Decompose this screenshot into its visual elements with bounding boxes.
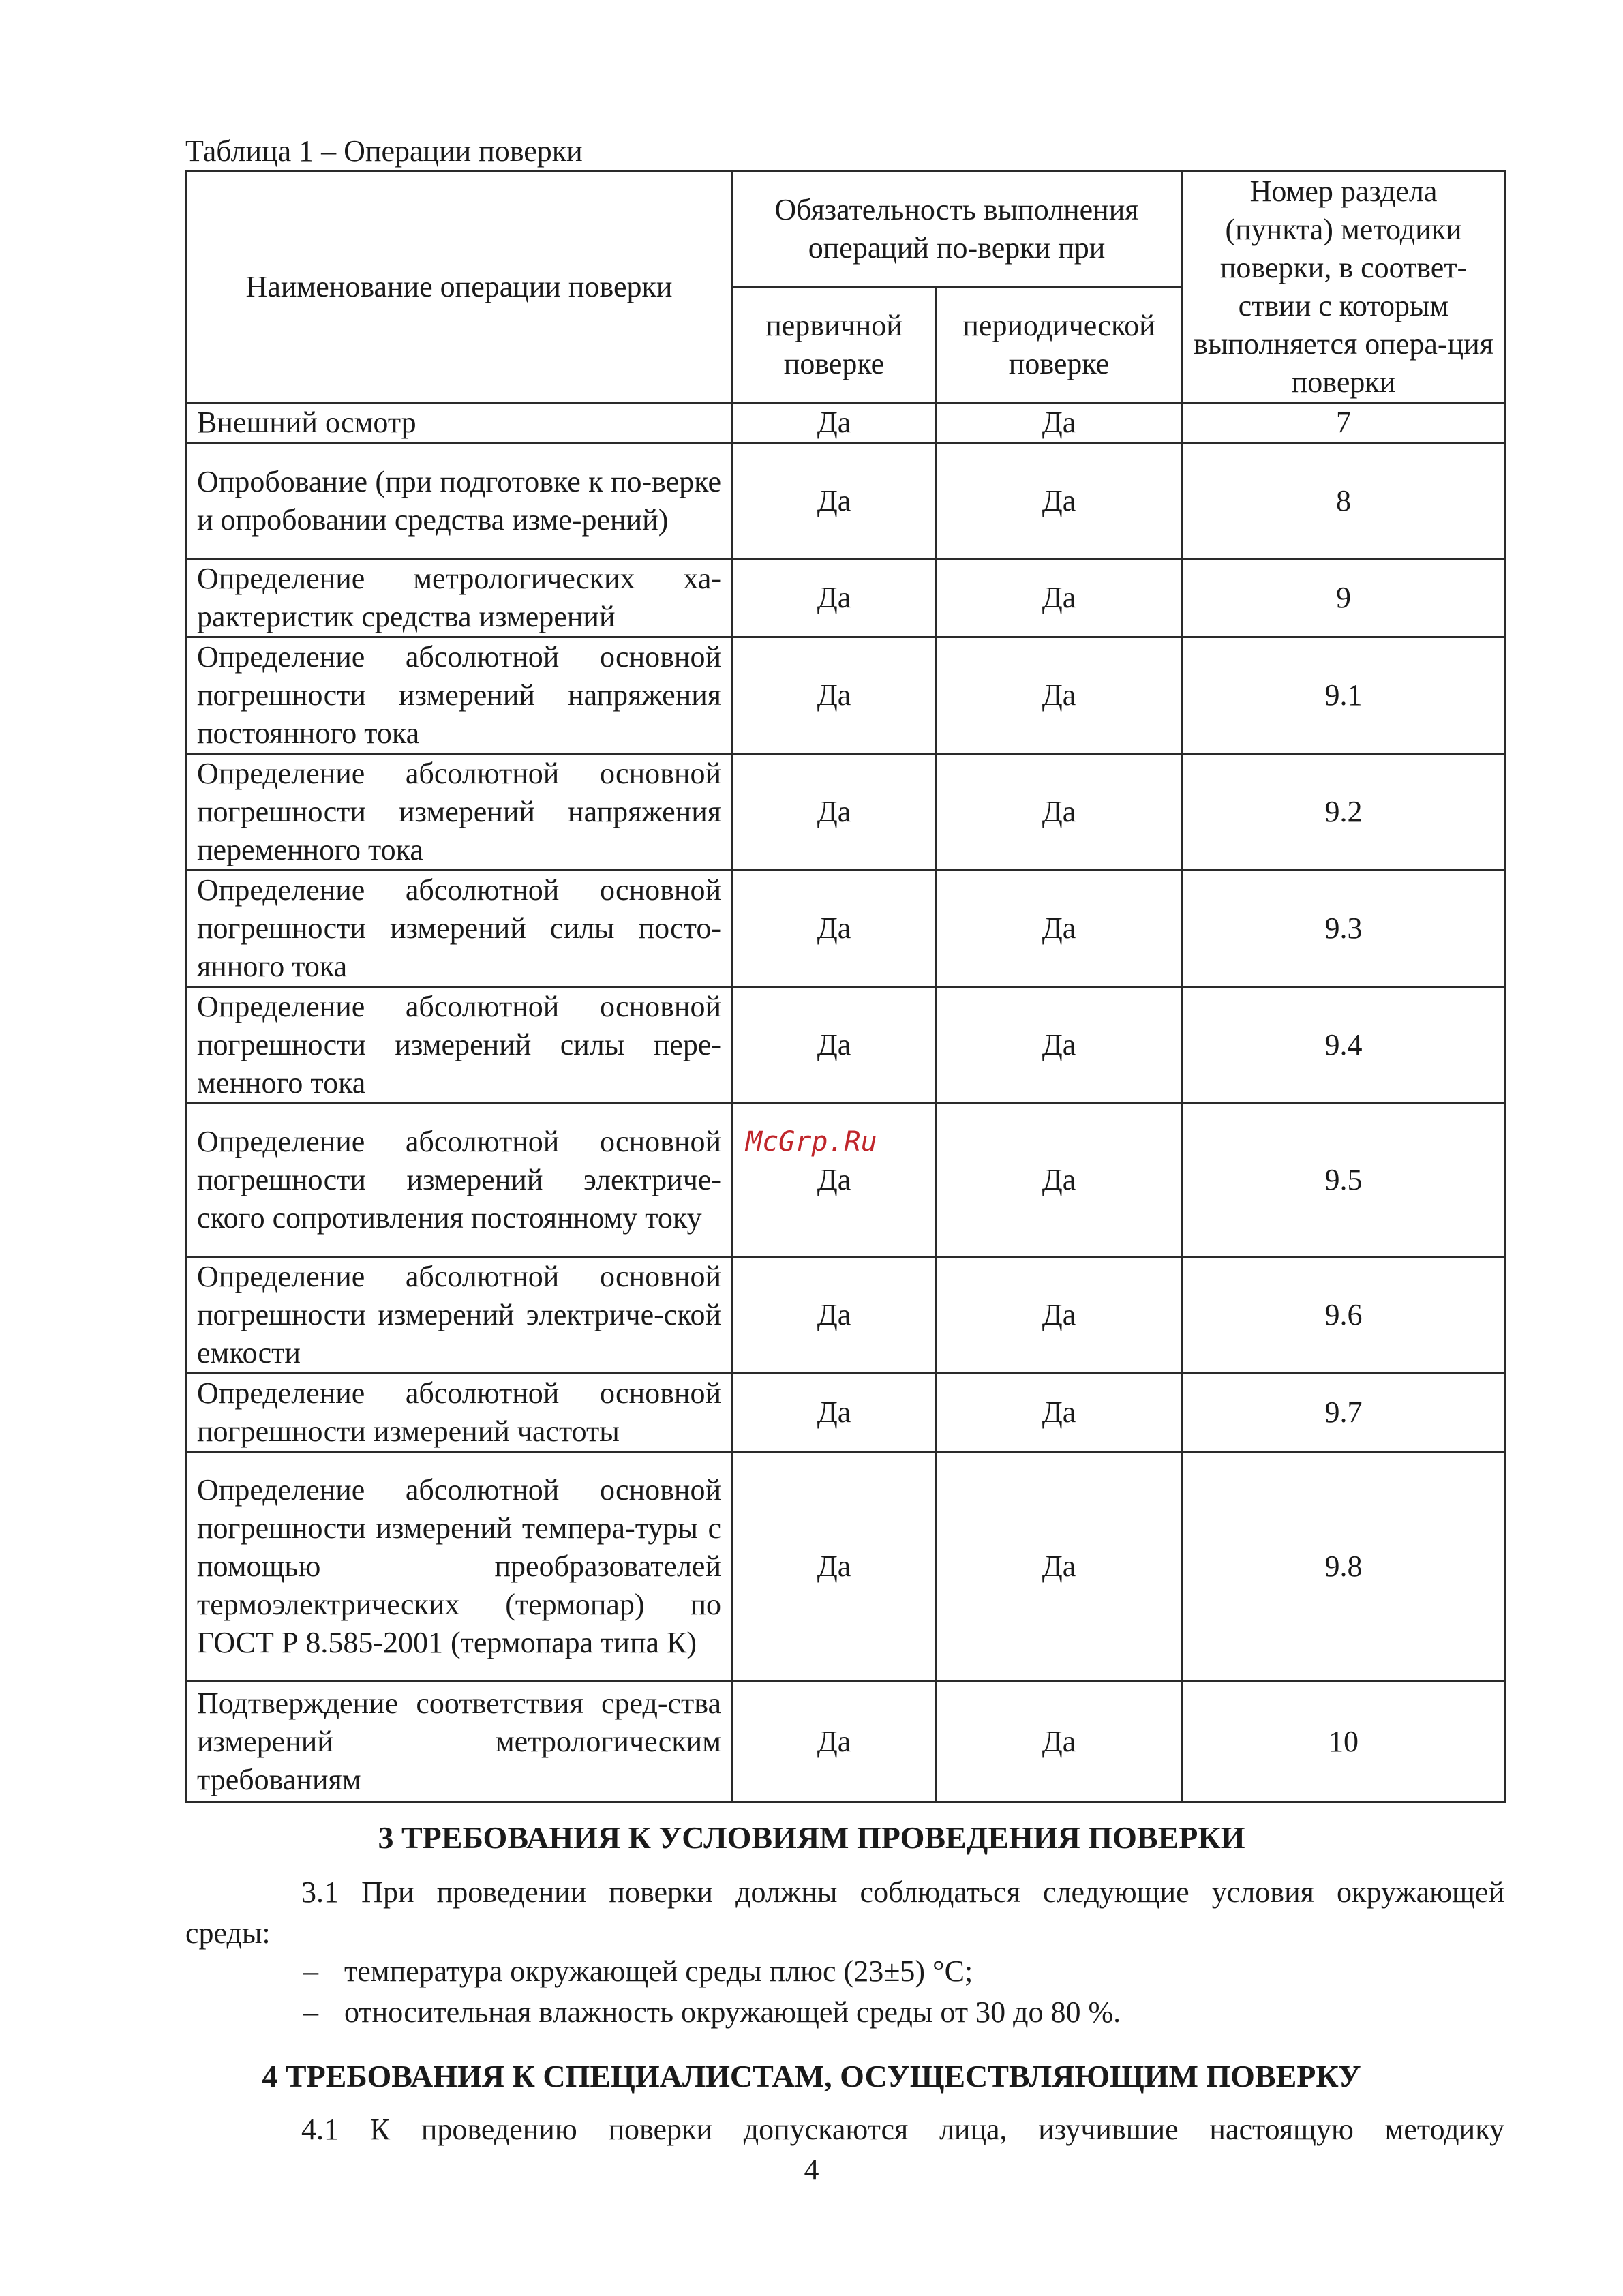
section-number: 9 (1182, 559, 1506, 637)
periodic-value: Да (937, 1681, 1182, 1802)
table-row (187, 403, 1506, 443)
periodic-value: Да (937, 559, 1182, 637)
list-item (303, 1951, 973, 1992)
primary-value: Да (732, 1257, 937, 1374)
operation-name: Внешний осмотр (187, 403, 732, 443)
page-number: 4 (804, 2153, 819, 2186)
periodic-value: Да (937, 443, 1182, 559)
section-number: 9.6 (1182, 1257, 1506, 1374)
primary-value: Да (732, 403, 937, 443)
operation-name: Определение абсолютной основной погрешности измерений силы пере-менного тока (187, 987, 732, 1104)
table-row (187, 1257, 1506, 1374)
primary-value: Да (732, 1681, 937, 1802)
header-operation-name: Наименование операции поверки (187, 172, 732, 403)
primary-value: Да (732, 1452, 937, 1681)
section-number: 9.8 (1182, 1452, 1506, 1681)
operation-name: Определение абсолютной основной погрешности измерений силы посто-янного тока (187, 871, 732, 987)
periodic-value: Да (937, 754, 1182, 871)
table-row (187, 443, 1506, 559)
section-number: 9.5 (1182, 1104, 1506, 1257)
periodic-value: Да (937, 1452, 1182, 1681)
table-row (187, 637, 1506, 754)
section-3-heading: 3 ТРЕБОВАНИЯ К УСЛОВИЯМ ПРОВЕДЕНИЯ ПОВЕРКИ (378, 1820, 1245, 1855)
list-item (303, 1992, 1121, 2033)
primary-value: Да (732, 1374, 937, 1452)
table-row (187, 754, 1506, 871)
table-row (187, 1681, 1506, 1802)
header-periodic: периодической поверке (937, 287, 1182, 403)
header-obligation: Обязательность выполнения операций по-верки при (732, 172, 1182, 288)
section-3-paragraph-line2: среды: (185, 1916, 271, 1950)
periodic-value: Да (937, 1374, 1182, 1452)
section-number: 9.2 (1182, 754, 1506, 871)
section-number: 7 (1182, 403, 1506, 443)
table-row (187, 871, 1506, 987)
primary-value: Да (732, 559, 937, 637)
section-4-paragraph-line1: 4.1 К проведению поверки допускаются лица, изучившие настоящую методику (301, 2113, 1504, 2146)
table-row (187, 987, 1506, 1104)
operation-name: Определение метрологических ха-рактеристик средства измерений (187, 559, 732, 637)
list-item-text: температура окружающей среды плюс (23±5) °С; (344, 1954, 973, 1988)
section-number: 9.4 (1182, 987, 1506, 1104)
operation-name: Определение абсолютной основной погрешности измерений электриче-ского сопротивления постоянному току (187, 1104, 732, 1257)
periodic-value: Да (937, 1104, 1182, 1257)
bullet-dash: – (303, 1954, 318, 1988)
primary-value: Да (732, 443, 937, 559)
table-caption: Таблица 1 – Операции поверки (185, 134, 583, 168)
operation-name: Определение абсолютной основной погрешности измерений темпера-туры с помощью преобразователей термоэлектрических (термопар) по ГОСТ Р 8.585-2001 (термопара типа К) (187, 1452, 732, 1681)
header-primary: первичной поверке (732, 287, 937, 403)
periodic-value: Да (937, 637, 1182, 754)
section-3-paragraph (185, 1872, 1504, 1954)
primary-value: Да (732, 871, 937, 987)
primary-value: Да (732, 1104, 937, 1257)
list-item-text: относительная влажность окружающей среды от 30 до 80 %. (344, 1995, 1121, 2029)
operation-name: Определение абсолютной основной погрешности измерений напряжения переменного тока (187, 754, 732, 871)
periodic-value: Да (937, 987, 1182, 1104)
header-section-number: Номер раздела (пункта) методики поверки, в соответ-ствии с которым выполняется опера-ция поверки (1182, 172, 1506, 403)
section-number: 9.3 (1182, 871, 1506, 987)
watermark: McGrp.Ru (746, 1126, 877, 1158)
verification-operations-table (185, 170, 1506, 1803)
operation-name: Определение абсолютной основной погрешности измерений электриче-ской емкости (187, 1257, 732, 1374)
section-number: 10 (1182, 1681, 1506, 1802)
operation-name: Подтверждение соответствия сред-ства измерений метрологическим требованиям (187, 1681, 732, 1802)
operation-name: Определение абсолютной основной погрешности измерений напряжения постоянного тока (187, 637, 732, 754)
table-row (187, 1452, 1506, 1681)
table-row (187, 559, 1506, 637)
section-number: 9.7 (1182, 1374, 1506, 1452)
primary-value: Да (732, 637, 937, 754)
section-4-heading: 4 ТРЕБОВАНИЯ К СПЕЦИАЛИСТАМ, ОСУЩЕСТВЛЯЮЩИМ ПОВЕРКУ (262, 2059, 1361, 2094)
periodic-value: Да (937, 1257, 1182, 1374)
section-number: 9.1 (1182, 637, 1506, 754)
primary-value: Да (732, 754, 937, 871)
operation-name: Определение абсолютной основной погрешности измерений частоты (187, 1374, 732, 1452)
table-row (187, 1374, 1506, 1452)
operation-name: Опробование (при подготовке к по-верке и опробовании средства изме-рений) (187, 443, 732, 559)
section-4-paragraph (185, 2109, 1504, 2150)
periodic-value: Да (937, 403, 1182, 443)
bullet-dash: – (303, 1995, 318, 2029)
primary-value: Да (732, 987, 937, 1104)
periodic-value: Да (937, 871, 1182, 987)
section-number: 8 (1182, 443, 1506, 559)
section-3-paragraph-line1: 3.1 При проведении поверки должны соблюдаться следующие условия окружающей (301, 1875, 1504, 1909)
